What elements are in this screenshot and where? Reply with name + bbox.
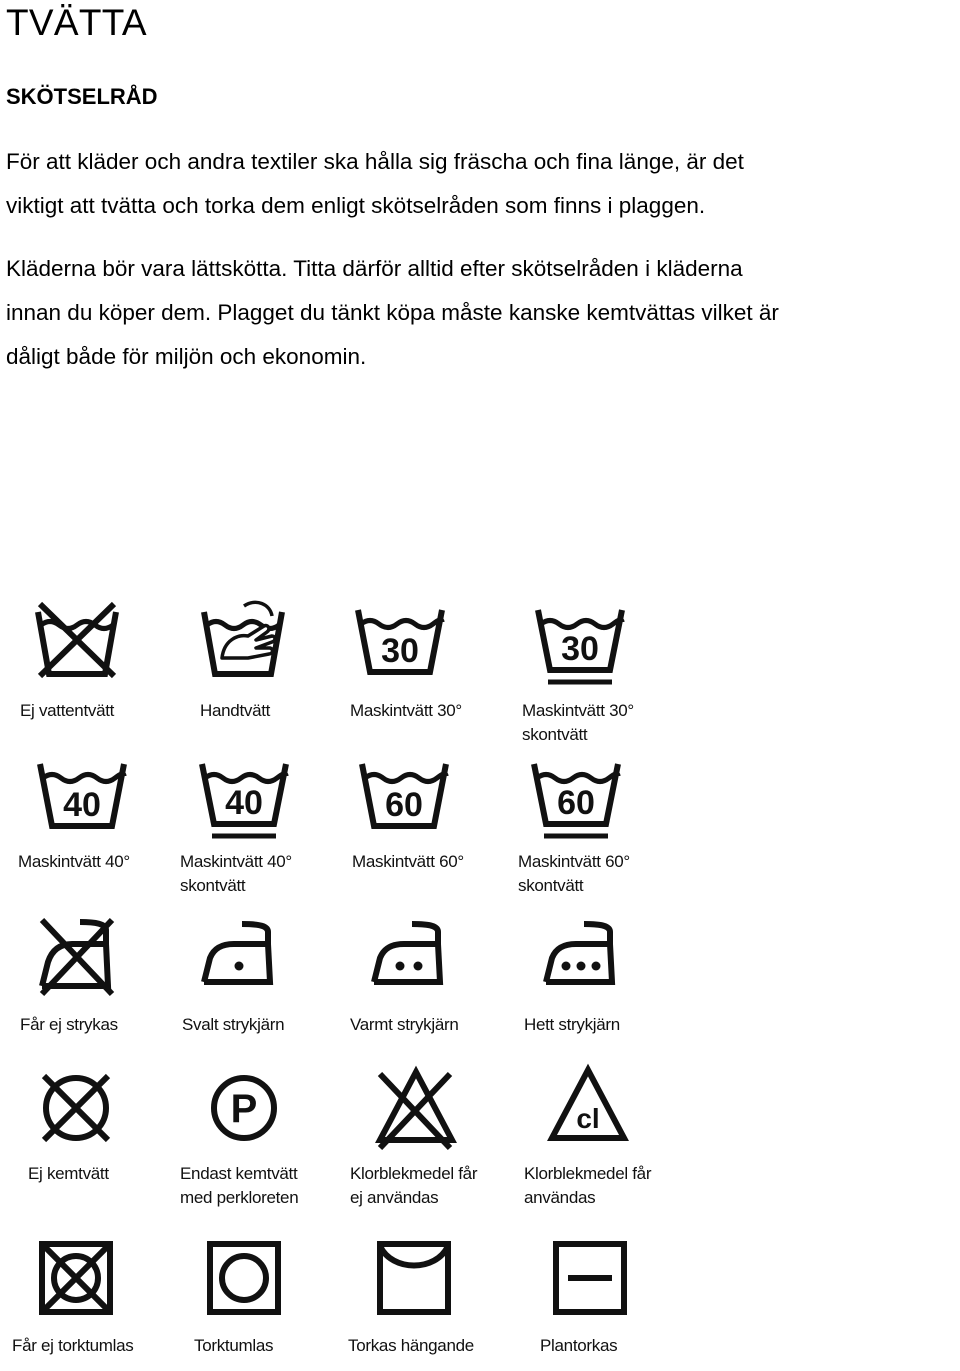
temperature-label: 40 bbox=[63, 786, 101, 824]
paragraph-line: Kläderna bör vara lättskötta. Titta därför alltid efter skötselråden i kläderna bbox=[6, 256, 743, 281]
care-label: Ej kemtvätt bbox=[28, 1164, 109, 1183]
no-iron-icon bbox=[36, 914, 116, 998]
no-tumble-dry-icon bbox=[36, 1238, 116, 1318]
chlorine-letters: cl bbox=[576, 1103, 600, 1134]
care-label: Maskintvätt 40° bbox=[18, 852, 130, 871]
no-dry-clean-icon bbox=[36, 1068, 116, 1148]
machine-wash-30-gentle-icon bbox=[532, 604, 628, 688]
care-label: Maskintvätt 60° bbox=[352, 852, 464, 871]
machine-wash-60-gentle-icon bbox=[528, 758, 624, 842]
iron-high-icon bbox=[540, 916, 620, 990]
paragraph-line: För att kläder och andra textiler ska hålla sig fräscha och fina länge, är det bbox=[6, 149, 744, 174]
no-bleach-icon bbox=[374, 1064, 458, 1150]
care-label: Torkas hängande bbox=[348, 1336, 474, 1355]
care-label: Maskintvätt 40° skontvätt bbox=[180, 852, 292, 895]
care-label: Maskintvätt 30° bbox=[350, 701, 462, 720]
page-title: TVÄTTA bbox=[6, 2, 147, 43]
care-label: Hett strykjärn bbox=[524, 1015, 620, 1034]
iron-medium-icon bbox=[368, 916, 448, 990]
machine-wash-40-gentle-icon bbox=[196, 758, 292, 842]
tumble-dry-icon bbox=[204, 1238, 284, 1318]
care-label: Ej vattentvätt bbox=[20, 701, 115, 720]
care-label: Varmt strykjärn bbox=[350, 1015, 459, 1034]
temperature-label: 30 bbox=[381, 632, 419, 670]
care-label: Maskintvätt 60° skontvätt bbox=[518, 852, 630, 895]
no-wash-icon bbox=[32, 600, 122, 680]
paragraph-line: innan du köper dem. Plagget du tänkt köpa måste kanske kemtvättas vilket är bbox=[6, 300, 779, 325]
care-label: Handtvätt bbox=[200, 701, 271, 720]
solvent-letter: P bbox=[230, 1087, 258, 1131]
temperature-label: 60 bbox=[385, 786, 423, 824]
section-heading: SKÖTSELRÅD bbox=[6, 84, 158, 109]
machine-wash-60-icon bbox=[356, 758, 452, 832]
care-label: Klorblekmedel får ej användas bbox=[350, 1164, 478, 1207]
care-label: Torktumlas bbox=[194, 1336, 274, 1355]
paragraph-line: viktigt att tvätta och torka dem enligt skötselråden som finns i plaggen. bbox=[6, 193, 706, 218]
care-label: Klorblekmedel får användas bbox=[524, 1164, 652, 1207]
care-label: Plantorkas bbox=[540, 1336, 618, 1355]
machine-wash-40-icon bbox=[34, 758, 130, 832]
care-label: Svalt strykjärn bbox=[182, 1015, 285, 1034]
machine-wash-30-icon bbox=[352, 604, 448, 678]
intro-paragraph bbox=[6, 140, 960, 228]
paragraph-line: dåligt både för miljön och ekonomin. bbox=[6, 344, 367, 369]
care-label: Maskintvätt 30° skontvätt bbox=[522, 701, 634, 744]
care-label: Får ej strykas bbox=[20, 1015, 118, 1034]
line-dry-icon bbox=[374, 1238, 454, 1318]
care-label: Endast kemtvätt med perkloreten bbox=[180, 1164, 299, 1207]
dry-clean-p-icon bbox=[204, 1068, 284, 1148]
temperature-label: 30 bbox=[561, 630, 599, 668]
hand-wash-icon bbox=[198, 596, 288, 680]
temperature-label: 60 bbox=[557, 784, 595, 822]
care-label: Får ej torktumlas bbox=[12, 1336, 134, 1355]
advice-paragraph bbox=[6, 247, 960, 379]
bleach-cl-icon bbox=[546, 1064, 630, 1144]
iron-low-icon bbox=[198, 916, 278, 990]
temperature-label: 40 bbox=[225, 784, 263, 822]
flat-dry-icon bbox=[550, 1238, 630, 1318]
